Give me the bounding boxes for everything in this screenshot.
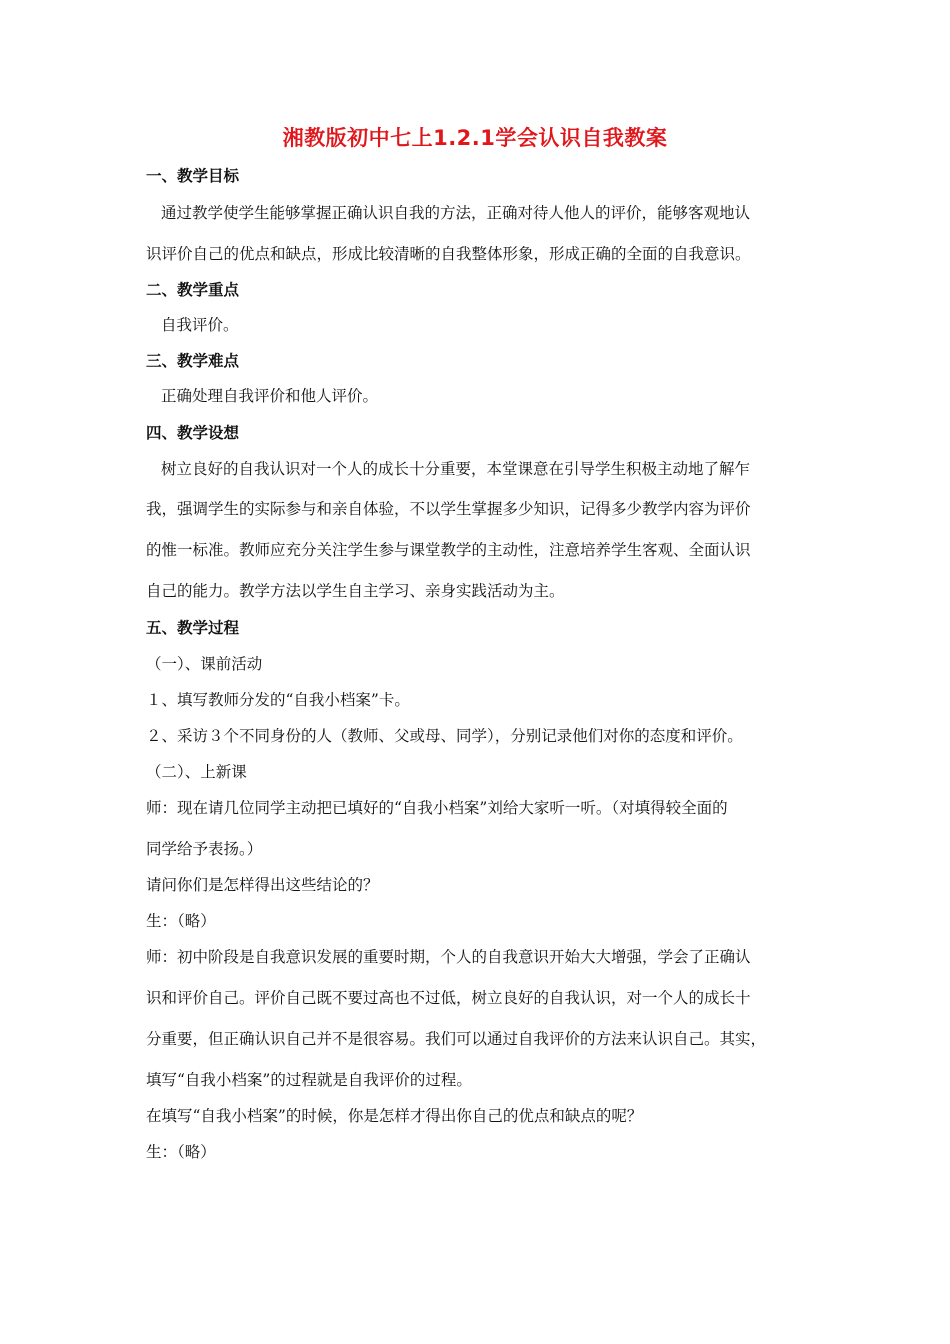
paragraph-line: 请问你们是怎样得出这些结论的？: [146, 876, 379, 894]
paragraph-line: 通过教学使学生能够掌握正确认识自我的方法，正确对待人他人的评价，能够客观地认: [161, 204, 751, 222]
heading-teaching-process: 五、教学过程: [146, 619, 240, 637]
paragraph-line: 我，强调学生的实际参与和亲自体验，不以学生掌握多少知识，记得多少教学内容为评价: [146, 500, 751, 518]
paragraph-line: 分重要，但正确认识自己并不是很容易。我们可以通过自我评价的方法来认识自己。其实，: [146, 1030, 767, 1048]
paragraph-line: 的惟一标准。教师应充分关注学生参与课堂教学的主动性，注意培养学生客观、全面认识: [146, 541, 751, 559]
paragraph-line: 师：现在请几位同学主动把已填好的“自我小档案”刘给大家听一听。（对填得较全面的: [146, 799, 728, 817]
heading-difficulties: 三、教学难点: [146, 352, 240, 370]
paragraph-line: 正确处理自我评价和他人评价。: [161, 387, 379, 405]
heading-key-points: 二、教学重点: [146, 281, 240, 299]
paragraph-line: 同学给予表扬。）: [146, 840, 263, 858]
paragraph-line: 填写“自我小档案”的过程就是自我评价的过程。: [146, 1071, 472, 1089]
paragraph-line: 自己的能力。教学方法以学生自主学习、亲身实践活动为主。: [146, 582, 565, 600]
heading-teaching-goals: 一、教学目标: [146, 167, 240, 185]
paragraph-line: 在填写“自我小档案”的时候，你是怎样才得出你自己的优点和缺点的呢？: [146, 1107, 643, 1125]
paragraph-line: 生：（略）: [146, 912, 216, 930]
paragraph-line: 生：（略）: [146, 1143, 216, 1161]
paragraph-line: ２、采访３个不同身份的人（教师、父或母、同学），分别记录他们对你的态度和评价。: [146, 727, 743, 745]
paragraph-line: 识评价自己的优点和缺点，形成比较清晰的自我整体形象，形成正确的全面的自我意识。: [146, 245, 751, 263]
document-title: 湘教版初中七上1.2.1学会认识自我教案: [282, 126, 668, 150]
paragraph-line: １、填写教师分发的“自我小档案”卡。: [146, 691, 410, 709]
paragraph-line: 师：初中阶段是自我意识发展的重要时期，个人的自我意识开始大大增强，学会了正确认: [146, 948, 751, 966]
paragraph-line: （二）、上新课: [146, 763, 247, 781]
paragraph-line: 树立良好的自我认识对一个人的成长十分重要，本堂课意在引导学生积极主动地了解乍: [161, 460, 751, 478]
heading-teaching-idea: 四、教学设想: [146, 424, 240, 442]
paragraph-line: （一）、课前活动: [146, 655, 263, 673]
paragraph-line: 识和评价自己。评价自己既不要过高也不过低，树立良好的自我认识，对一个人的成长十: [146, 989, 751, 1007]
paragraph-line: 自我评价。: [161, 316, 239, 334]
